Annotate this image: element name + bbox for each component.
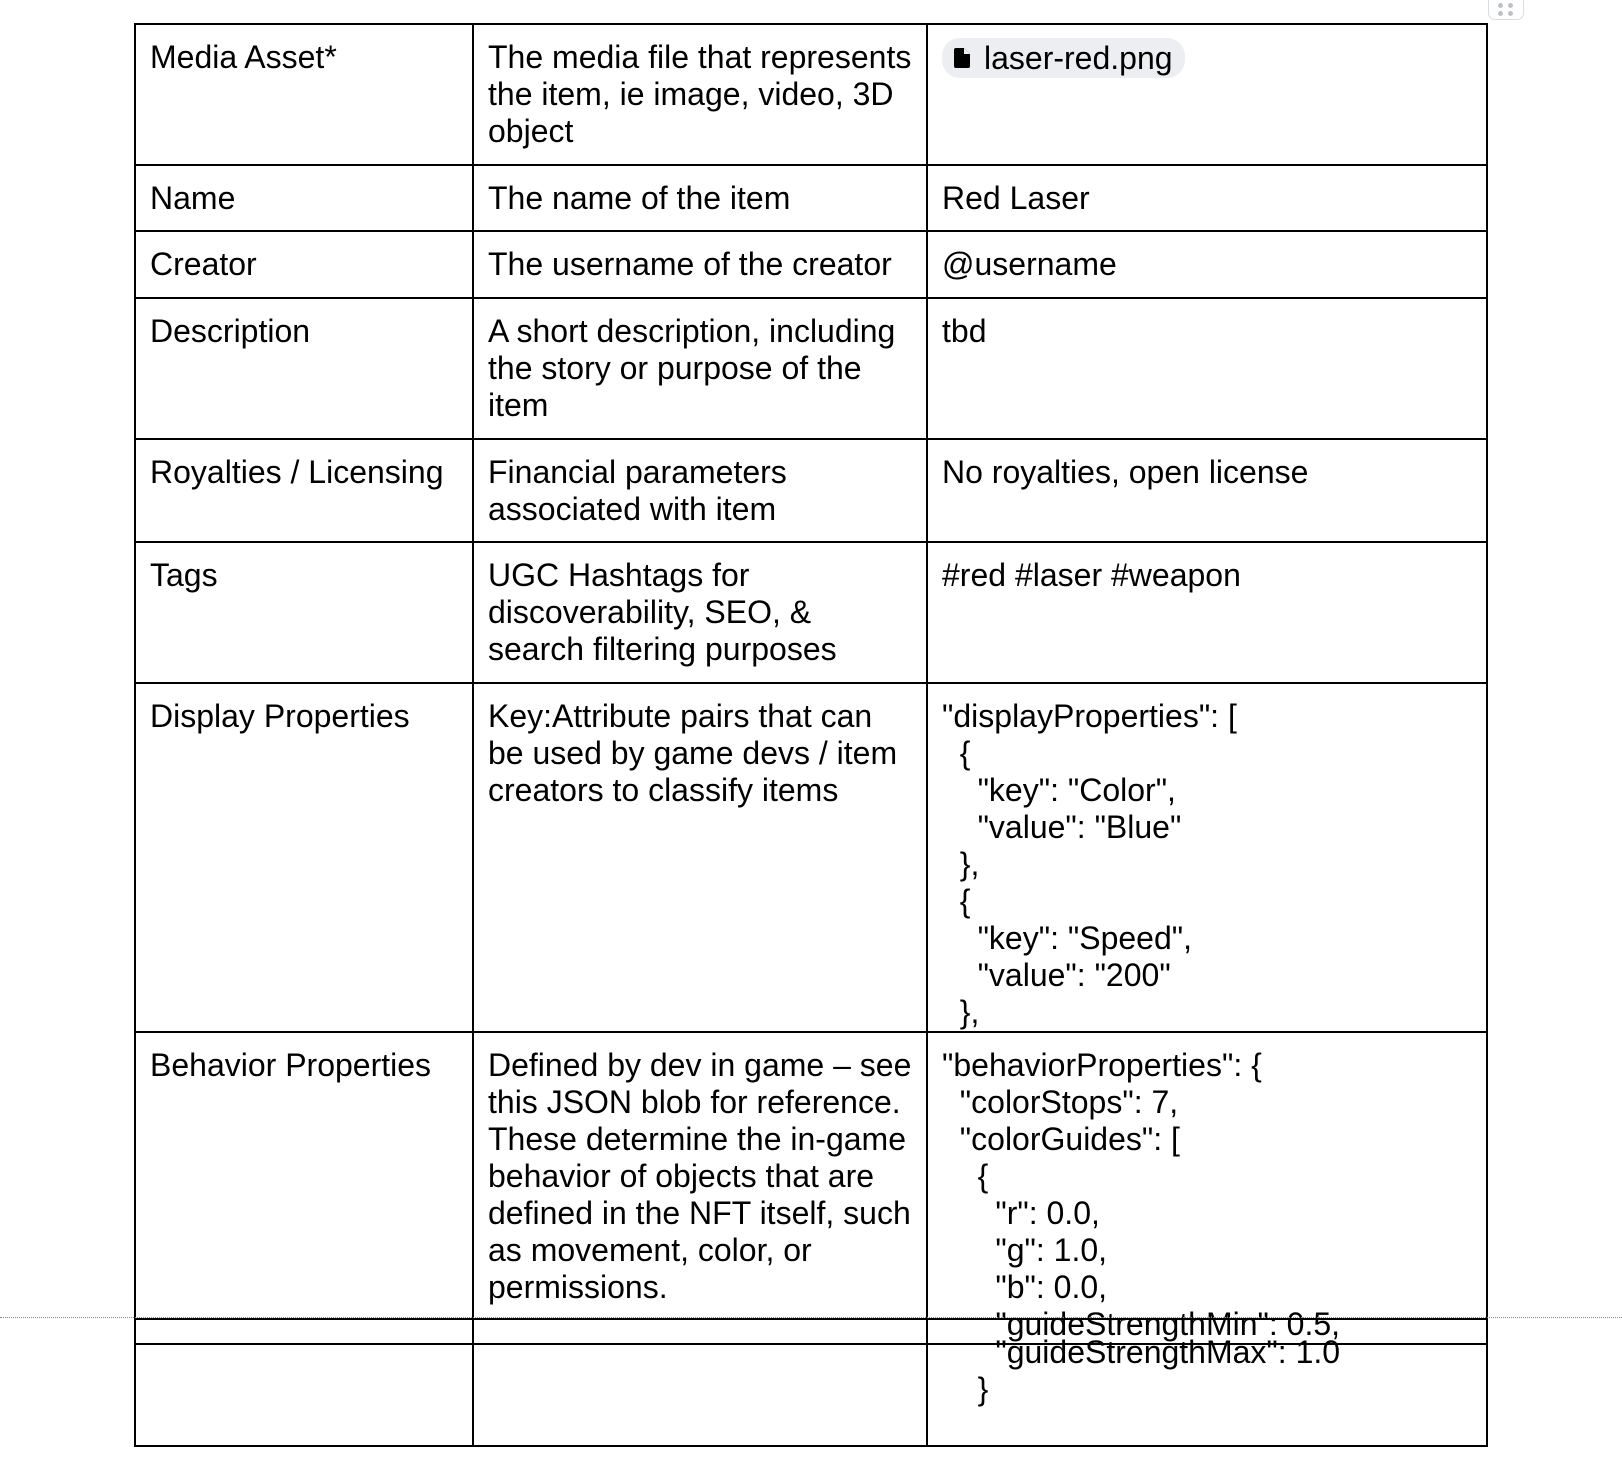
table-row-display-properties (135, 683, 1487, 1032)
row-value[interactable]: tbd (927, 298, 1487, 439)
row-description[interactable]: Key:Attribute pairs that can be used by game devs / item creators to classify items (473, 683, 927, 1032)
grip-dot (1498, 3, 1503, 8)
row-description[interactable]: The name of the item (473, 165, 927, 231)
row-value-code[interactable]: "guideStrengthMax": 1.0 } (927, 1319, 1487, 1446)
row-value[interactable]: Red Laser (927, 165, 1487, 231)
table-drag-handle[interactable] (1488, 0, 1524, 20)
row-description[interactable]: The username of the creator (473, 231, 927, 298)
table-row-name (135, 165, 1487, 231)
grip-dot (1498, 11, 1503, 16)
table-row-media-asset (135, 24, 1487, 165)
row-description[interactable]: Defined by dev in game – see this JSON blob for reference. These determine the in-game behavior of objects that are defined in the NFT itself, such as movement, color, or permissions. (473, 1032, 927, 1344)
file-chip-label: laser-red.png (984, 39, 1173, 76)
row-label[interactable]: Royalties / Licensing (135, 439, 473, 542)
row-label[interactable]: Name (135, 165, 473, 231)
table-row-tags (135, 542, 1487, 683)
table-row-continuation (135, 1319, 1487, 1446)
table-row-creator (135, 231, 1487, 298)
row-label[interactable]: Tags (135, 542, 473, 683)
row-label[interactable]: Behavior Properties (135, 1032, 473, 1344)
row-value[interactable]: No royalties, open license (927, 439, 1487, 542)
properties-table-continued (134, 1318, 1488, 1447)
row-label[interactable] (135, 1319, 473, 1446)
file-icon (954, 48, 970, 68)
row-value[interactable]: #red #laser #weapon (927, 542, 1487, 683)
file-chip[interactable] (942, 38, 1185, 78)
row-description[interactable]: UGC Hashtags for discoverability, SEO, & search filtering purposes (473, 542, 927, 683)
row-value-code[interactable]: "displayProperties": [ { "key": "Color", "value": "Blue" }, { "key": "Speed", "value": "200" }, (927, 683, 1487, 1032)
row-description[interactable] (473, 1319, 927, 1446)
table-row-description (135, 298, 1487, 439)
table-row-behavior-properties (135, 1032, 1487, 1344)
grip-dot (1508, 3, 1513, 8)
row-value-code[interactable]: "behaviorProperties": { "colorStops": 7, "colorGuides": [ { "r": 0.0, "g": 1.0, "b": 0.0, "guideStrengthMin": 0.5, (927, 1032, 1487, 1344)
row-description[interactable]: The media file that represents the item, ie image, video, 3D object (473, 24, 927, 165)
properties-table (134, 23, 1488, 1345)
row-description[interactable]: A short description, including the story or purpose of the item (473, 298, 927, 439)
row-value[interactable] (927, 24, 1487, 165)
row-description[interactable]: Financial parameters associated with item (473, 439, 927, 542)
row-label[interactable]: Description (135, 298, 473, 439)
row-label[interactable]: Display Properties (135, 683, 473, 1032)
row-value[interactable]: @username (927, 231, 1487, 298)
grip-dot (1508, 11, 1513, 16)
row-label[interactable]: Creator (135, 231, 473, 298)
row-label[interactable]: Media Asset* (135, 24, 473, 165)
table-row-royalties (135, 439, 1487, 542)
